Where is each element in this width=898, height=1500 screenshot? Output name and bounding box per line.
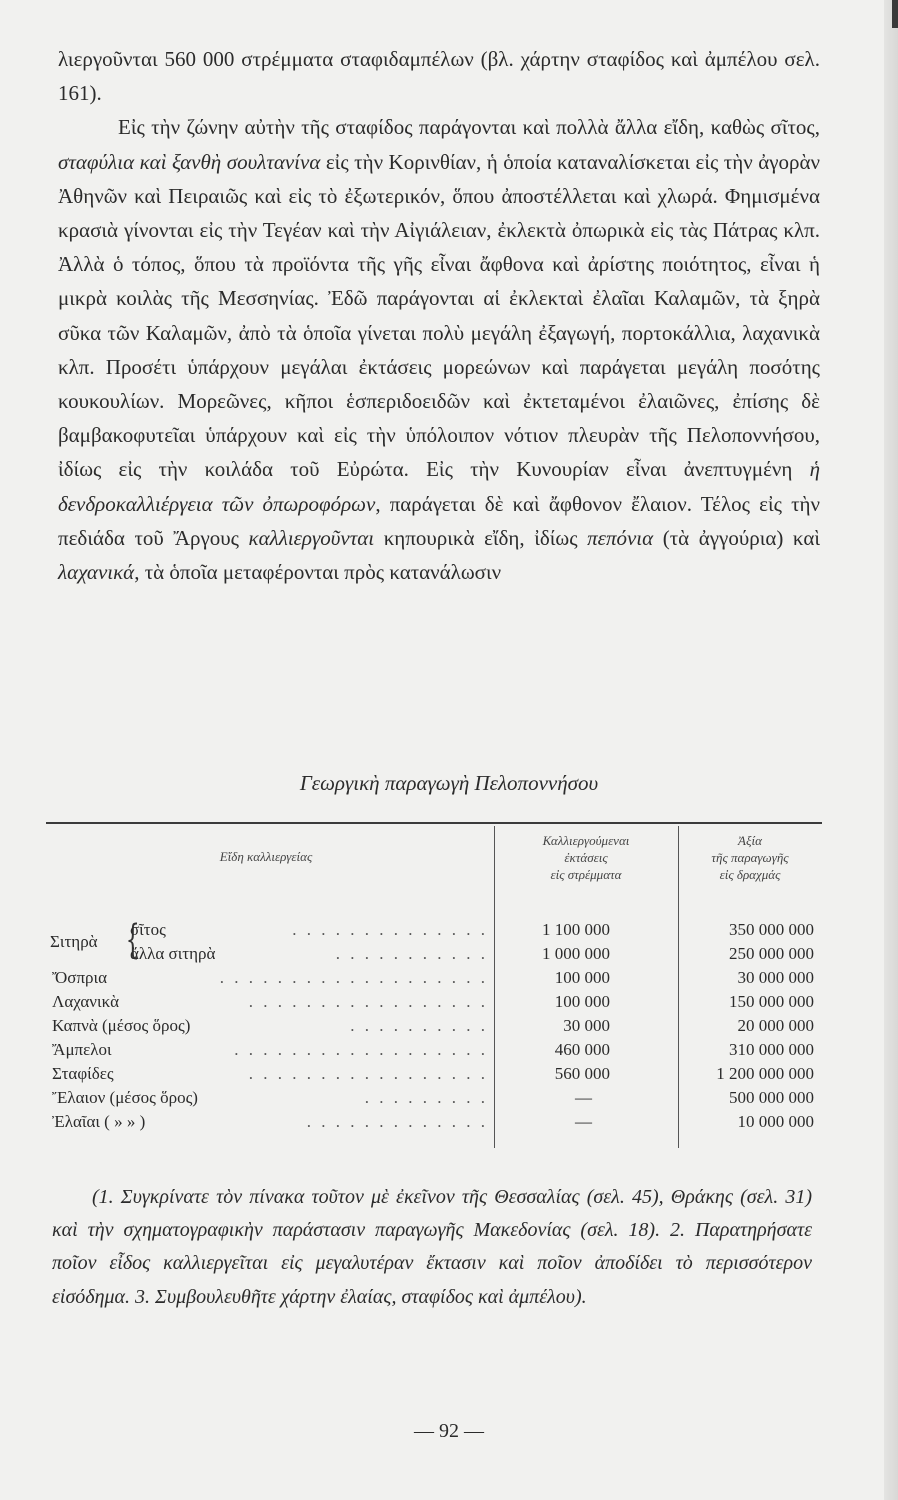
- leader-dots: . . . . . . . . . . . . . . . . . .: [234, 1040, 488, 1059]
- row-value: 1 200 000 000: [716, 1064, 814, 1083]
- grain-group-label: Σιτηρὰ: [50, 932, 98, 951]
- header-area: Καλλιεργούμεναι ἐκτάσεις εἰς στρέμματα: [542, 833, 630, 882]
- table-top-rule: [46, 822, 822, 824]
- leader-dots: . . . . . . . . . .: [350, 1016, 488, 1035]
- row-label: ἄλλα σιτηρὰ: [130, 944, 216, 963]
- table-row: [46, 992, 822, 1016]
- row-area: 460 000: [554, 1040, 610, 1059]
- leader-dots: . . . . . . . . . . . . . . . . .: [248, 992, 488, 1011]
- grain-brace: {: [125, 917, 140, 963]
- body-text: [58, 42, 820, 589]
- leader-dots: . . . . . . . . . . . . . .: [292, 920, 488, 939]
- paragraph-main: Εἰς τὴν ζώνην αὐτὴν τῆς σταφίδος παράγονται καὶ πολλὰ ἄλλα εἴδη, καθὼς σῖτος, σταφύλια καὶ ξανθὴ σουλτανίνα εἰς τὴν Κορινθίαν, ἡ ὁποία καταναλίσκεται εἰς τὴν ἀγορὰν Ἀθηνῶν καὶ Πειραιῶς καὶ εἰς τὸ ἐξωτερικόν, ὅπου ἀποστέλλεται καὶ χλωρά. Φημισμένα κρασιὰ γίνονται εἰς τὴν Τεγέαν καὶ τὴν Αἰγιάλειαν, ἐκλεκτὰ ὀπωρικὰ εἰς τὰς Πάτρας κλπ. Ἀλλὰ ὁ τόπος, ὅπου τὰ προϊόντα τῆς γῆς εἶναι ἄφθονα καὶ ἀρίστης ποιότητος, εἶναι ἡ μικρὰ κοιλὰς τῆς Μεσσηνίας. Ἐδῶ παράγονται αἱ ἐκλεκταὶ ἐλαῖαι Καλαμῶν, τὰ ξηρὰ σῦκα τῶν Καλαμῶν, ἀπὸ τὰ ὁποῖα γίνεται πολὺ μεγάλη ἐξαγωγή, πορτοκάλλια, λαχανικὰ κλπ. Προσέτι ὑπάρχουν μεγάλαι ἐκτάσεις μορεώνων καὶ παράγεται μεγάλη ποσότης κουκουλίων. Μορεῶνες, κῆποι ἑσπεριδοειδῶν καὶ ἐκτεταμένοι ἐλαιῶνες, ἐπίσης δὲ βαμβακοφυτεῖαι ὑπάρχουν καὶ εἰς τὴν ὑπόλοιπον νότιον πλευρὰν τῆς Πελοποννήσου, ἰδίως εἰς τὴν κοιλάδα τοῦ Εὐρώτα. Εἰς τὴν Κυνουρίαν εἶναι ἀνεπτυγμένη ἡ δενδροκαλλιέργεια τῶν ὀπωροφόρων, παράγεται δὲ καὶ ἄφθονον ἔλαιον. Τέλος εἰς τὴν πεδιάδα τοῦ Ἄργους καλλιεργοῦνται κηπουρικὰ εἴδη, ἰδίως πεπόνια (τὰ ἀγγούρια) καὶ λαχανικά, τὰ ὁποῖα μεταφέρονται πρὸς κατανάλωσιν: [58, 115, 820, 585]
- leader-dots: . . . . . . . . . . . . . . . . .: [248, 1064, 488, 1083]
- row-area: —: [575, 1112, 592, 1131]
- table-row: [46, 944, 822, 968]
- row-value: 10 000 000: [737, 1112, 814, 1131]
- row-area: 560 000: [554, 1064, 610, 1083]
- row-label: Σταφίδες: [52, 1064, 114, 1083]
- footnote: [52, 1181, 812, 1314]
- table-row: [46, 1064, 822, 1088]
- row-area: 30 000: [563, 1016, 610, 1035]
- row-area: —: [575, 1088, 592, 1107]
- footnote-text: (1. Συγκρίνατε τὸν πίνακα τοῦτον μὲ ἐκεῖνον τῆς Θεσσαλίας (σελ. 45), Θράκης (σελ. 31) καὶ τὴν σχηματογραφικὴν παράστασιν παραγωγῆς Μακεδονίας (σελ. 18). 2. Παρατηρήσατε ποῖον εἶδος καλλιεργεῖται εἰς μεγαλυτέραν ἔκτασιν καὶ ποῖον ἀποδίδει τὸ περισσότερον εἰσόδημα. 3. Συμβουλευθῆτε χάρτην ἐλαίας, σταφίδος καὶ ἀμπέλου).: [52, 1186, 812, 1308]
- row-value: 500 000 000: [729, 1088, 814, 1107]
- row-value: 310 000 000: [729, 1040, 814, 1059]
- leader-dots: . . . . . . . . . . .: [335, 944, 488, 963]
- leader-dots: . . . . . . . . .: [364, 1088, 488, 1107]
- row-area: 1 000 000: [542, 944, 610, 963]
- row-label: σῖτος: [130, 920, 166, 939]
- row-value: 250 000 000: [729, 944, 814, 963]
- table-row: [46, 920, 822, 944]
- header-crop-type: Εἴδη καλλιεργείας: [219, 849, 313, 864]
- row-label: Ἐλαῖαι ( » » ): [52, 1112, 146, 1131]
- page-edge: [884, 0, 898, 1500]
- table-title: Γεωργικὴ παραγωγὴ Πελοποννήσου: [299, 771, 599, 795]
- row-label: Καπνὰ (μέσος ὅρος): [52, 1016, 191, 1035]
- row-label: Ὄσπρια: [52, 968, 107, 987]
- edge-mark: [892, 0, 898, 28]
- page-number: — 92 —: [414, 1420, 484, 1442]
- production-table: [46, 822, 822, 1154]
- row-area: 100 000: [554, 968, 610, 987]
- table-row: [46, 968, 822, 992]
- row-area: 100 000: [554, 992, 610, 1011]
- leader-dots: . . . . . . . . . . . . .: [306, 1112, 488, 1131]
- row-label: Λαχανικὰ: [52, 992, 120, 1011]
- table-row: [46, 1016, 822, 1040]
- paragraph-continuation: λιεργοῦνται 560 000 στρέμματα σταφιδαμπέλων (βλ. χάρτην σταφίδος καὶ ἀμπέλου σελ. 161).: [58, 47, 820, 106]
- table-row: [46, 1088, 822, 1112]
- table-row: [46, 1112, 822, 1136]
- row-value: 30 000 000: [737, 968, 814, 987]
- row-label: Ἄμπελοι: [52, 1040, 112, 1059]
- header-value: Ἀξία τῆς παραγωγῆς εἰς δραχμάς: [711, 833, 789, 882]
- row-area: 1 100 000: [542, 920, 610, 939]
- leader-dots: . . . . . . . . . . . . . . . . . . .: [219, 968, 488, 987]
- row-label: Ἔλαιον (μέσος ὅρος): [52, 1088, 198, 1107]
- table-row: [46, 1040, 822, 1064]
- row-value: 150 000 000: [729, 992, 814, 1011]
- row-value: 20 000 000: [737, 1016, 814, 1035]
- row-value: 350 000 000: [729, 920, 814, 939]
